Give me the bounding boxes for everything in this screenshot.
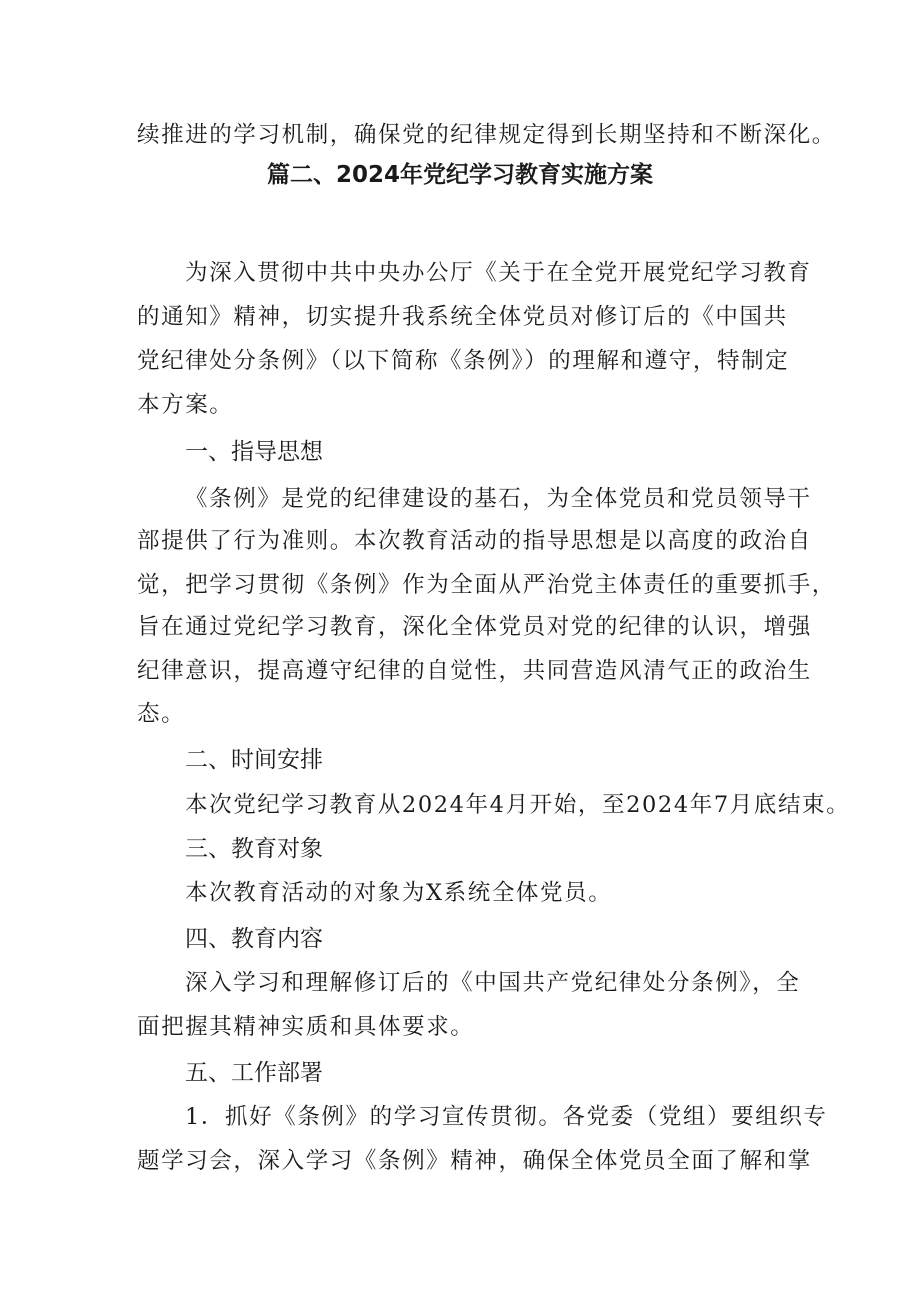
paragraph-line: 旨在通过党纪学习教育，深化全体党员对党的纪律的认识，增强 xyxy=(137,614,812,640)
paragraph-line: 题学习会，深入学习《条例》精神，确保全体党员全面了解和掌 xyxy=(137,1148,812,1174)
section-heading: 二、时间安排 xyxy=(185,747,323,773)
intro-line: 党纪律处分条例》（以下简称《条例》）的理解和遵守，特制定 xyxy=(137,348,790,374)
intro-line: 本方案。 xyxy=(137,392,234,418)
section-heading: 一、指导思想 xyxy=(185,439,323,465)
paragraph-line: 《条例》是党的纪律建设的基石，为全体党员和党员领导干 xyxy=(185,486,812,512)
intro-line: 为深入贯彻中共中央办公厅《关于在全党开展党纪学习教育 xyxy=(185,260,812,286)
paragraph-line: 面把握其精神实质和具体要求。 xyxy=(137,1014,475,1040)
document-title: 篇二、2024年党纪学习教育实施方案 xyxy=(266,162,653,188)
paragraph-line: 本次党纪学习教育从2024年4月开始，至2024年7月底结束。 xyxy=(185,792,851,818)
section-heading: 三、教育对象 xyxy=(185,836,323,862)
section-heading: 四、教育内容 xyxy=(185,926,323,952)
paragraph-line: 觉，把学习贯彻《条例》作为全面从严治党主体责任的重要抓手， xyxy=(137,572,836,598)
section-heading: 五、工作部署 xyxy=(185,1060,323,1086)
paragraph-line: 态。 xyxy=(137,701,186,727)
paragraph-line: 纪律意识，提高遵守纪律的自觉性，共同营造风清气正的政治生 xyxy=(137,658,812,684)
paragraph-line: 部提供了行为准则。本次教育活动的指导思想是以高度的政治自 xyxy=(137,528,812,554)
intro-line: 的通知》精神，切实提升我系统全体党员对修订后的《中国共 xyxy=(137,304,788,330)
paragraph-line: 1．抓好《条例》的学习宣传贯彻。各党委（党组）要组织专 xyxy=(185,1104,828,1130)
paragraph-line: 深入学习和理解修订后的《中国共产党纪律处分条例》，全 xyxy=(185,970,801,996)
paragraph-line: 本次教育活动的对象为X系统全体党员。 xyxy=(185,880,613,906)
carry-over-line: 续推进的学习机制，确保党的纪律规定得到长期坚持和不断深化。 xyxy=(137,122,836,148)
